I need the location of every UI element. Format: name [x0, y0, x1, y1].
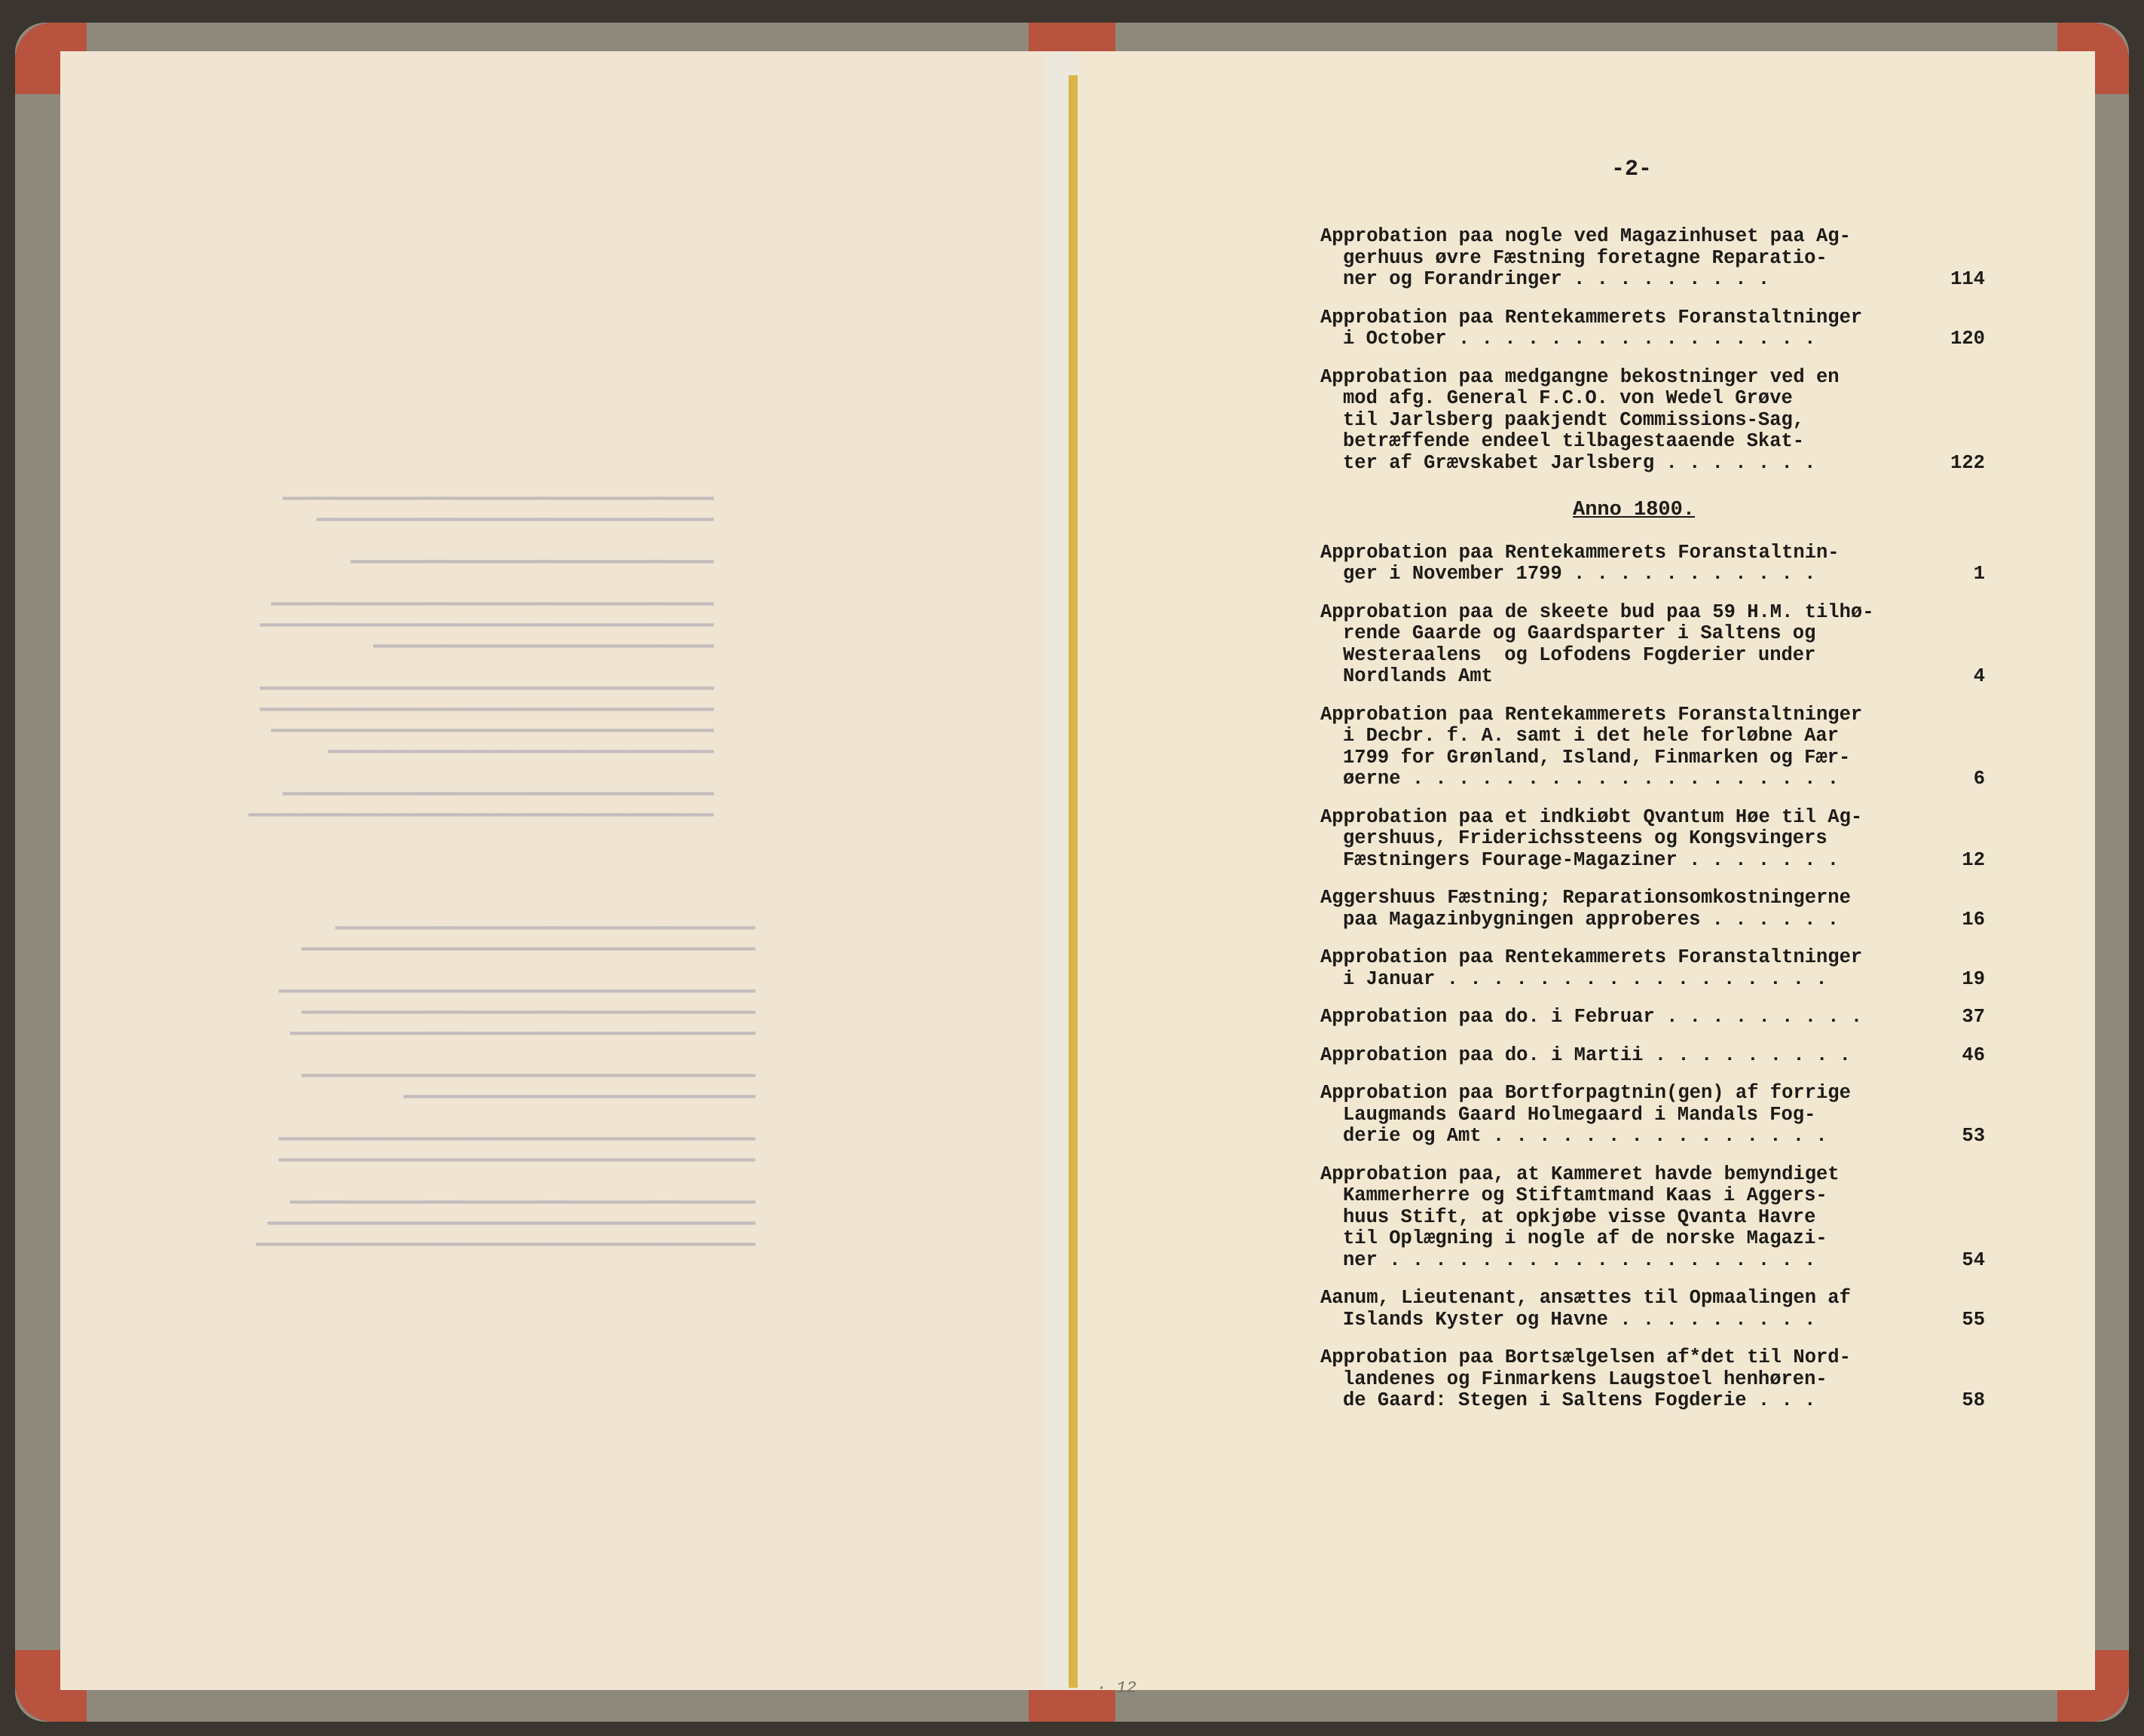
entry-line: øerne . . . . . . . . . . . . . . . . . . . — [1343, 768, 1840, 790]
entry-page-number: 54 — [1962, 1249, 1985, 1271]
entry-line: landenes og Finmarkens Laugstoel henhøren- — [1343, 1368, 1827, 1390]
entry-line: Approbation paa Bortsælgelsen af*det til Nord- — [1320, 1346, 1851, 1368]
entry-line: til Oplægning i nogle af de norske Magazi- — [1343, 1227, 1827, 1249]
bleed-through-text: ━━━━━━━━━━━━━━━━━━━━━━━━━━━━━━━━━━━━━ ━━━━━━━━━━━━━━━━━━━━━━━━━━━━━━━━━━━━━━━━ ━━━━━━━━━━━━━━━━━━━━━━━━━━━━━━━━━━━━━━━━━━ ━━━━━━━━━━━━━━━━━━━━━━━━━━━━━━━━━━━━━━━━ ━━━━━━━━━━━━━━━━━━━━━━━━━━━━━━━━━━━━━━━━━ ━━━━━━━━━━━━━━━━━━━━━━━━━━━━━━━━━━━━━━━━ ━━━━━━━━━━━━━━━━━━━━━━━━━━━━━━━ ━━━━━━━━━━━━━━━━━━━━━━━━━━━━━━━━━━━━━━━━━━ ━━━━━━━━━━━━━━━━━━━━━━━━━━━━━━━━━━━━━━━━━━ ━━━━━━━━━━━━━━━━━━━━━━━━━━━━━━━━━━━━━━━━━ ━━━━━━━━━━━━━━━━━━━━━━━━━━━━━━━━━━━━━━━━━━━ ━━━━━━━━━━━━━━━━━━━━━━━━━━━━━━━━━━━━━━━━━━━━ — [256, 918, 756, 1257]
index-entry — [1320, 1045, 1983, 1067]
index-entry — [1320, 807, 1983, 872]
index-entry — [1320, 1007, 1983, 1028]
entry-line: de Gaard: Stegen i Saltens Fogderie . . . — [1343, 1389, 1816, 1411]
entry-line: Approbation paa do. i Februar . . . . . . . . . — [1320, 1006, 1863, 1028]
entry-line: ter af Grævskabet Jarlsberg . . . . . . . — [1343, 451, 1816, 474]
index-entry — [1320, 704, 1983, 790]
entry-line: paa Magazinbygningen approberes . . . . . . — [1343, 908, 1840, 931]
entry-line: Aggershuus Fæstning; Reparationsomkostningerne — [1320, 887, 1851, 909]
entry-line: Aanum, Lieutenant, ansættes til Opmaalingen af — [1320, 1287, 1851, 1309]
entry-line: Nordlands Amt — [1343, 665, 1493, 687]
index-entry — [1320, 226, 1983, 291]
entry-line: Laugmands Gaard Holmegaard i Mandals Fog- — [1343, 1103, 1816, 1126]
entry-line: Approbation paa medgangne bekostninger ved en — [1320, 365, 1840, 388]
index-entry — [1320, 888, 1983, 931]
entry-line: Approbation paa do. i Martii . . . . . . . . . — [1320, 1044, 1851, 1066]
entry-line: Westeraalens og Lofodens Fogderier under — [1343, 643, 1816, 666]
entry-line: Approbation paa Rentekammerets Foranstaltninger — [1320, 946, 1863, 968]
entry-line: derie og Amt . . . . . . . . . . . . . . . — [1343, 1125, 1827, 1147]
entry-page-number: 16 — [1962, 908, 1985, 931]
entry-line: rende Gaarde og Gaardsparter i Saltens og — [1343, 622, 1816, 644]
bleed-through-text: ━━━━━━━━━━━━━━━━━━━━━━━━━━━━━━━━━━━━━━ ━━━━━━━━━━━━━━━━━━━━━━━━━━━━━━━━━━━ ━━━━━━━━━━━━━━━━━━━━━━━━━━━━━━━━ ━━━━━━━━━━━━━━━━━━━━━━━━━━━━━━━━━━━━━━━ ━━━━━━━━━━━━━━━━━━━━━━━━━━━━━━━━━━━━━━━━ ━━━━━━━━━━━━━━━━━━━━━━━━━━━━━━ ━━━━━━━━━━━━━━━━━━━━━━━━━━━━━━━━━━━━━━━━ ━━━━━━━━━━━━━━━━━━━━━━━━━━━━━━━━━━━━━━━━ ━━━━━━━━━━━━━━━━━━━━━━━━━━━━━━━━━━━━━━━ ━━━━━━━━━━━━━━━━━━━━━━━━━━━━━━━━━━ ━━━━━━━━━━━━━━━━━━━━━━━━━━━━━━━━━━━━━━ ━━━━━━━━━━━━━━━━━━━━━━━━━━━━━━━━━━━━━━━━━ — [249, 489, 714, 827]
index-entry — [1320, 1164, 1983, 1272]
pencil-mark: · 12 — [1096, 1679, 1136, 1698]
entry-line: til Jarlsberg paakjendt Commissions-Sag, — [1343, 408, 1805, 431]
entry-line: i Decbr. f. A. samt i det hele forløbne Aar — [1343, 725, 1840, 747]
entry-page-number: 12 — [1962, 848, 1985, 871]
entry-line: gerhuus øvre Fæstning foretagne Reparatio- — [1343, 246, 1827, 269]
index-entry — [1320, 307, 1983, 350]
entry-line: Approbation paa Rentekammerets Foranstaltnin- — [1320, 541, 1840, 564]
entry-line: Approbation paa de skeete bud paa 59 H.M. tilhø- — [1320, 601, 1874, 623]
entry-page-number: 122 — [1950, 451, 1985, 474]
entry-line: huus Stift, at opkjøbe visse Qvanta Havre — [1343, 1206, 1816, 1228]
entry-line: ner og Forandringer . . . . . . . . . — [1343, 268, 1770, 290]
entry-line: Approbation paa Bortforpagtnin(gen) af forrige — [1320, 1082, 1851, 1104]
entry-line: Approbation paa et indkiøbt Qvantum Høe til Ag- — [1320, 805, 1863, 828]
entry-page-number: 6 — [1973, 768, 1985, 790]
entry-page-number: 120 — [1950, 328, 1985, 350]
index-entry — [1320, 367, 1983, 475]
entries-before-heading — [1320, 226, 1983, 474]
entry-page-number: 37 — [1962, 1006, 1985, 1028]
index-entry — [1320, 602, 1983, 688]
entry-line: Kammerherre og Stiftamtmand Kaas i Aggers- — [1343, 1184, 1827, 1206]
entry-line: gershuus, Friderichssteens og Kongsvingers — [1343, 827, 1827, 849]
entry-line: 1799 for Grønland, Island, Finmarken og Fær- — [1343, 746, 1851, 769]
entry-line: mod afg. General F.C.O. von Wedel Grøve — [1343, 387, 1793, 409]
index-entry — [1320, 1347, 1983, 1412]
entry-line: i Januar . . . . . . . . . . . . . . . . . — [1343, 967, 1827, 990]
index-list — [1320, 226, 1983, 1429]
entry-line: Approbation paa Rentekammerets Foranstaltninger — [1320, 703, 1863, 726]
entry-page-number: 55 — [1962, 1308, 1985, 1331]
entry-line: ger i November 1799 . . . . . . . . . . . — [1343, 563, 1816, 585]
entry-line: i October . . . . . . . . . . . . . . . . — [1343, 328, 1816, 350]
entry-line: betræffende endeel tilbagestaaende Skat- — [1343, 430, 1805, 452]
index-entry — [1320, 542, 1983, 585]
entry-page-number: 58 — [1962, 1389, 1985, 1411]
page-number: -2- — [1611, 157, 1653, 182]
index-entry — [1320, 1288, 1983, 1331]
section-heading: Anno 1800. — [1573, 499, 1696, 521]
index-entry — [1320, 947, 1983, 990]
entry-line: Islands Kyster og Havne . . . . . . . . . — [1343, 1308, 1816, 1331]
entry-page-number: 19 — [1962, 967, 1985, 990]
entry-line: Fæstningers Fourage-Magaziner . . . . . . . — [1343, 848, 1840, 871]
entry-page-number: 4 — [1973, 665, 1985, 687]
left-page — [60, 51, 1044, 1690]
entry-page-number: 1 — [1973, 563, 1985, 585]
entry-line: ner . . . . . . . . . . . . . . . . . . . — [1343, 1249, 1816, 1271]
entry-line: Approbation paa Rentekammerets Foranstaltninger — [1320, 306, 1863, 329]
index-entry — [1320, 1083, 1983, 1148]
entry-page-number: 46 — [1962, 1044, 1985, 1066]
entry-page-number: 53 — [1962, 1125, 1985, 1147]
entry-page-number: 114 — [1950, 268, 1985, 290]
entry-line: Approbation paa, at Kammeret havde bemyndiget — [1320, 1163, 1840, 1185]
entry-line: Approbation paa nogle ved Magazinhuset paa Ag- — [1320, 225, 1851, 247]
entries-after-heading — [1320, 542, 1983, 1412]
